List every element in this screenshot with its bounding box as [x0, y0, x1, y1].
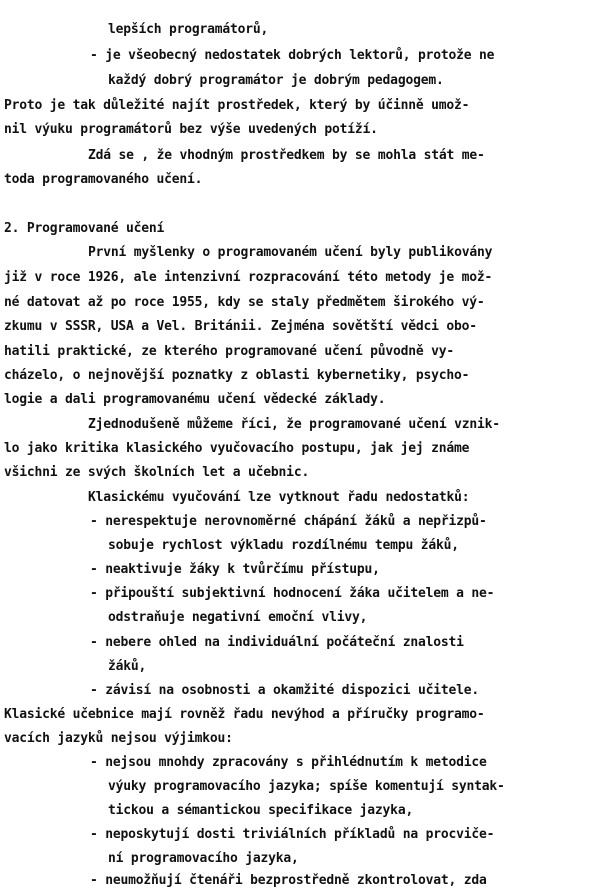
- text-line: Klasické učebnice mají rovněž řadu nevýhod a příručky programo-: [4, 707, 485, 722]
- text-line: toda programovaného učení.: [4, 172, 203, 187]
- list-item: - připouští subjektivní hodnocení žáka učitelem a ne-: [90, 586, 495, 601]
- text-line: logie a dali programovanému učení vědecké základy.: [4, 392, 386, 407]
- text-line: - je všeobecný nedostatek dobrých lektorů, protože ne: [90, 48, 495, 63]
- text-line: vacích jazyků nejsou výjimkou:: [4, 731, 233, 746]
- list-item: - neumožňují čtenáři bezprostředně zkontrolovat, zda: [90, 873, 487, 888]
- text-line: né datovat až po roce 1955, kdy se staly předmětem širokého vý-: [4, 295, 485, 310]
- text-line: lo jako kritika klasického vyučovacího postupu, jak jej známe: [4, 441, 470, 456]
- text-line: Klasickému vyučování lze vytknout řadu nedostatků:: [88, 490, 470, 505]
- list-item: - nerespektuje nerovnoměrné chápání žáků a nepřizpů-: [90, 514, 487, 529]
- text-line: žáků,: [108, 659, 147, 674]
- text-line: odstraňuje negativní emoční vlivy,: [108, 610, 368, 625]
- text-line: Proto je tak důležité najít prostředek, který by účinně umož-: [4, 98, 470, 113]
- text-line: sobuje rychlost výkladu rozdílnému tempu žáků,: [108, 538, 459, 553]
- text-line: zkumu v SSSR, USA a Vel. Británii. Zejména sovětští vědci obo-: [4, 319, 477, 334]
- text-line: cházelo, o nejnovější poznatky z oblasti kybernetiky, psycho-: [4, 368, 470, 383]
- list-item: - neaktivuje žáky k tvůrčímu přístupu,: [90, 562, 380, 577]
- list-item: - nejsou mnohdy zpracovány s přihlédnutím k metodice: [90, 755, 487, 770]
- text-line: Zjednodušeně můžeme říci, že programované učení vznik-: [88, 417, 500, 432]
- text-line: tickou a sémantickou specifikace jazyka,: [108, 803, 414, 818]
- text-line: každý dobrý programátor je dobrým pedagogem.: [108, 73, 444, 88]
- section-heading: 2. Programované učení: [4, 221, 165, 236]
- text-line: všichni ze svých školních let a učebnic.: [4, 465, 310, 480]
- list-item: - závisí na osobnosti a okamžité dispozici učitele.: [90, 683, 479, 698]
- text-line: hatili praktické, ze kterého programované učení původně vy-: [4, 344, 454, 359]
- text-line: lepších programátorů,: [108, 22, 269, 37]
- text-line: První myšlenky o programovaném učení byly publikovány: [88, 245, 493, 260]
- text-line: výuky programovacího jazyka; spíše komentují syntak-: [108, 779, 505, 794]
- text-line: Zdá se , že vhodným prostředkem by se mohla stát me-: [88, 148, 485, 163]
- text-line: nil výuku programátorů bez výše uvedených potíží.: [4, 122, 378, 137]
- text-line: již v roce 1926, ale intenzivní rozpracování této metody je mož-: [4, 270, 493, 285]
- list-item: - neposkytují dosti triviálních příkladů na procviče-: [90, 827, 495, 842]
- text-line: ní programovacího jazyka,: [108, 851, 299, 866]
- list-item: - nebere ohled na individuální počáteční znalosti: [90, 635, 464, 650]
